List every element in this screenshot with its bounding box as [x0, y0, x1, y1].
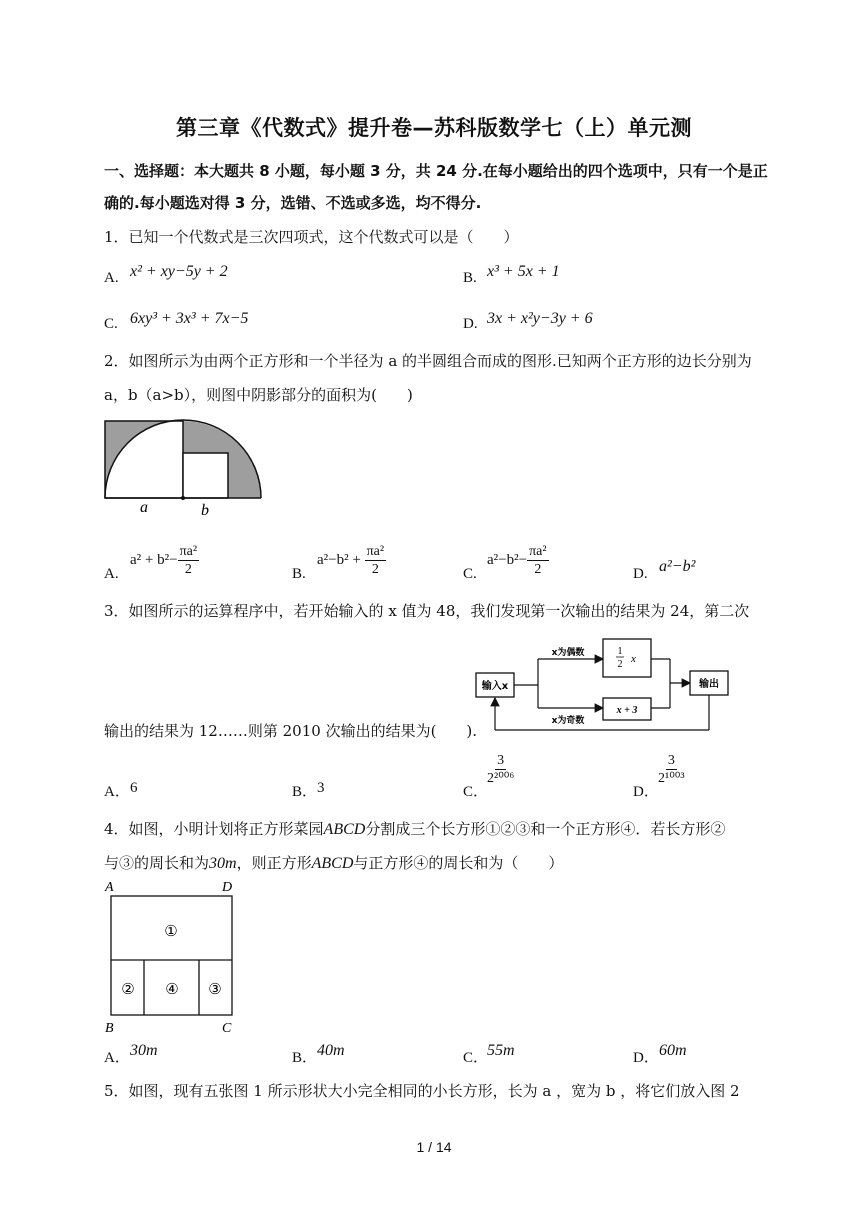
- q2-option-b-label: B.: [292, 566, 306, 582]
- q3-stem-line1: 3．如图所示的运算程序中，若开始输入的 x 值为 48，我们发现第一次输出的结果为 24，第二次: [104, 602, 750, 620]
- q1-stem: 1．已知一个代数式是三次四项式，这个代数式可以是（ ）: [104, 228, 519, 246]
- half-num: 1: [617, 646, 623, 657]
- q2-stem-line2: a，b（a>b），则图中阴影部分的面积为( ): [104, 386, 413, 404]
- q4-stem-line1: [104, 818, 725, 839]
- q3-option-d: [658, 752, 685, 787]
- half-box: [603, 639, 651, 677]
- section-heading-line2: 确的.每小题选对得 3 分，选错、不选或多选，均不得分.: [104, 194, 482, 212]
- q4-line2-pre: 与③的周长和为: [104, 854, 210, 872]
- even-label: x为偶数: [551, 648, 585, 658]
- q4-option-c-val: 55m: [487, 1042, 515, 1059]
- q4-option-a-val: 30m: [130, 1042, 158, 1059]
- q2-option-c-num: πa²: [529, 544, 547, 559]
- q4-line2-abcd: ABCD: [311, 855, 354, 872]
- q2-option-d-label: D.: [633, 566, 648, 582]
- input-label: 输入x: [481, 681, 509, 692]
- q4-line2-post: 与正方形④的周长和为（ ）: [353, 854, 564, 872]
- region-3: ③: [208, 980, 222, 998]
- half-var: x: [631, 653, 636, 665]
- q3-option-a-label: A．: [104, 784, 130, 800]
- q2-option-c: [487, 543, 549, 578]
- q1-option-b-label: B.: [463, 270, 477, 286]
- q4-option-b-val: 40m: [317, 1042, 345, 1059]
- q2-option-d-expr: a²−b²: [659, 558, 696, 575]
- q3-option-c: [487, 752, 514, 787]
- q2-option-a-den: 2: [184, 562, 192, 577]
- q1-option-a-label: A.: [104, 270, 119, 286]
- q2-option-b-pre: a²−b² +: [317, 551, 365, 568]
- q1-option-a-expr: x² + xy−5y + 2: [130, 263, 228, 280]
- q1-option-c-expr: 6xy³ + 3x³ + 7x−5: [130, 310, 249, 327]
- q4-option-d-val: 60m: [659, 1042, 687, 1059]
- q4-line2-mid: ，则正方形: [236, 854, 312, 872]
- label-a: a: [140, 499, 148, 516]
- q3-option-d-den: 2¹⁰⁰³: [658, 771, 685, 786]
- q5-stem-line1: 5．如图，现有五张图 1 所示形状大小完全相同的小长方形，长为 a ，宽为 b ，将它们放入图 2: [104, 1082, 740, 1100]
- vertex-c: C: [222, 1021, 232, 1036]
- q4-option-c-label: C．: [463, 1050, 489, 1066]
- q2-option-c-pre: a²−b²−: [487, 551, 528, 568]
- q1-option-c-label: C.: [104, 316, 118, 332]
- q2-option-c-den: 2: [534, 562, 542, 577]
- label-b: b: [201, 502, 209, 519]
- q2-option-c-label: C.: [463, 566, 477, 582]
- q4-line2-val: 30m: [209, 855, 237, 872]
- q3-option-c-num: 3: [497, 753, 505, 768]
- q4-line1-abcd: ABCD: [323, 821, 366, 838]
- q3-option-c-den: 2²⁰⁰⁶: [487, 771, 515, 786]
- q4-stem-line2: [104, 852, 563, 873]
- q2-option-b-num: πa²: [366, 544, 385, 559]
- region-2: ②: [121, 980, 135, 998]
- page-number: 1 / 14: [416, 1139, 452, 1155]
- output-label: 输出: [699, 679, 719, 690]
- q3-option-b-label: B．: [292, 784, 318, 800]
- q3-flowchart: [470, 636, 740, 736]
- odd-label: x为奇数: [551, 716, 585, 726]
- q2-option-b-den: 2: [371, 562, 379, 577]
- q2-option-b: [317, 543, 386, 578]
- q2-option-a-pre: a² + b²−: [130, 551, 178, 568]
- vertex-b: B: [105, 1021, 114, 1036]
- vertex-d: D: [222, 880, 233, 895]
- q2-option-a: [130, 543, 199, 578]
- q2-stem-line1: 2．如图所示为由两个正方形和一个半径为 a 的半圆组合而成的图形.已知两个正方形的边长分别为: [104, 352, 752, 370]
- plus-label: x + 3: [616, 705, 638, 716]
- q2-option-a-label: A.: [104, 566, 119, 582]
- q3-option-d-label: D．: [633, 784, 659, 800]
- q4-option-b-label: B．: [292, 1050, 318, 1066]
- vertex-a: A: [105, 880, 114, 895]
- q2-option-a-num: πa²: [179, 544, 198, 559]
- q4-figure: [100, 876, 245, 1038]
- half-den: 2: [617, 659, 623, 670]
- shaded-region-left: [105, 421, 183, 498]
- q3-stem-line2: 输出的结果为 12……则第 2010 次输出的结果为( ).: [104, 722, 478, 740]
- region-4: ④: [165, 980, 179, 998]
- q4-line1-post: 分割成三个长方形①②③和一个正方形④．若长方形②: [365, 820, 726, 838]
- center-point: [181, 496, 185, 500]
- q3-option-a-val: 6: [130, 780, 138, 796]
- region-1: ①: [164, 922, 178, 940]
- q3-option-d-num: 3: [667, 753, 675, 768]
- q3-option-c-label: C．: [463, 784, 489, 800]
- section-heading-line1: 一、选择题：本大题共 8 小题，每小题 3 分，共 24 分.在每小题给出的四个选项中，只有一个是正: [104, 162, 768, 180]
- q4-line1-pre: 4．如图，小明计划将正方形菜园: [104, 820, 324, 838]
- q1-option-d-expr: 3x + x²y−3y + 6: [487, 310, 593, 327]
- q4-option-d-label: D．: [633, 1050, 659, 1066]
- q3-option-b-val: 3: [317, 780, 325, 796]
- q4-option-a-label: A．: [104, 1050, 130, 1066]
- page-title: 第三章《代数式》提升卷—苏科版数学七（上）单元测: [176, 116, 692, 140]
- square-b: [183, 453, 228, 498]
- q1-option-d-label: D.: [463, 316, 478, 332]
- q1-option-b-expr: x³ + 5x + 1: [487, 263, 560, 280]
- q2-figure: [100, 416, 270, 522]
